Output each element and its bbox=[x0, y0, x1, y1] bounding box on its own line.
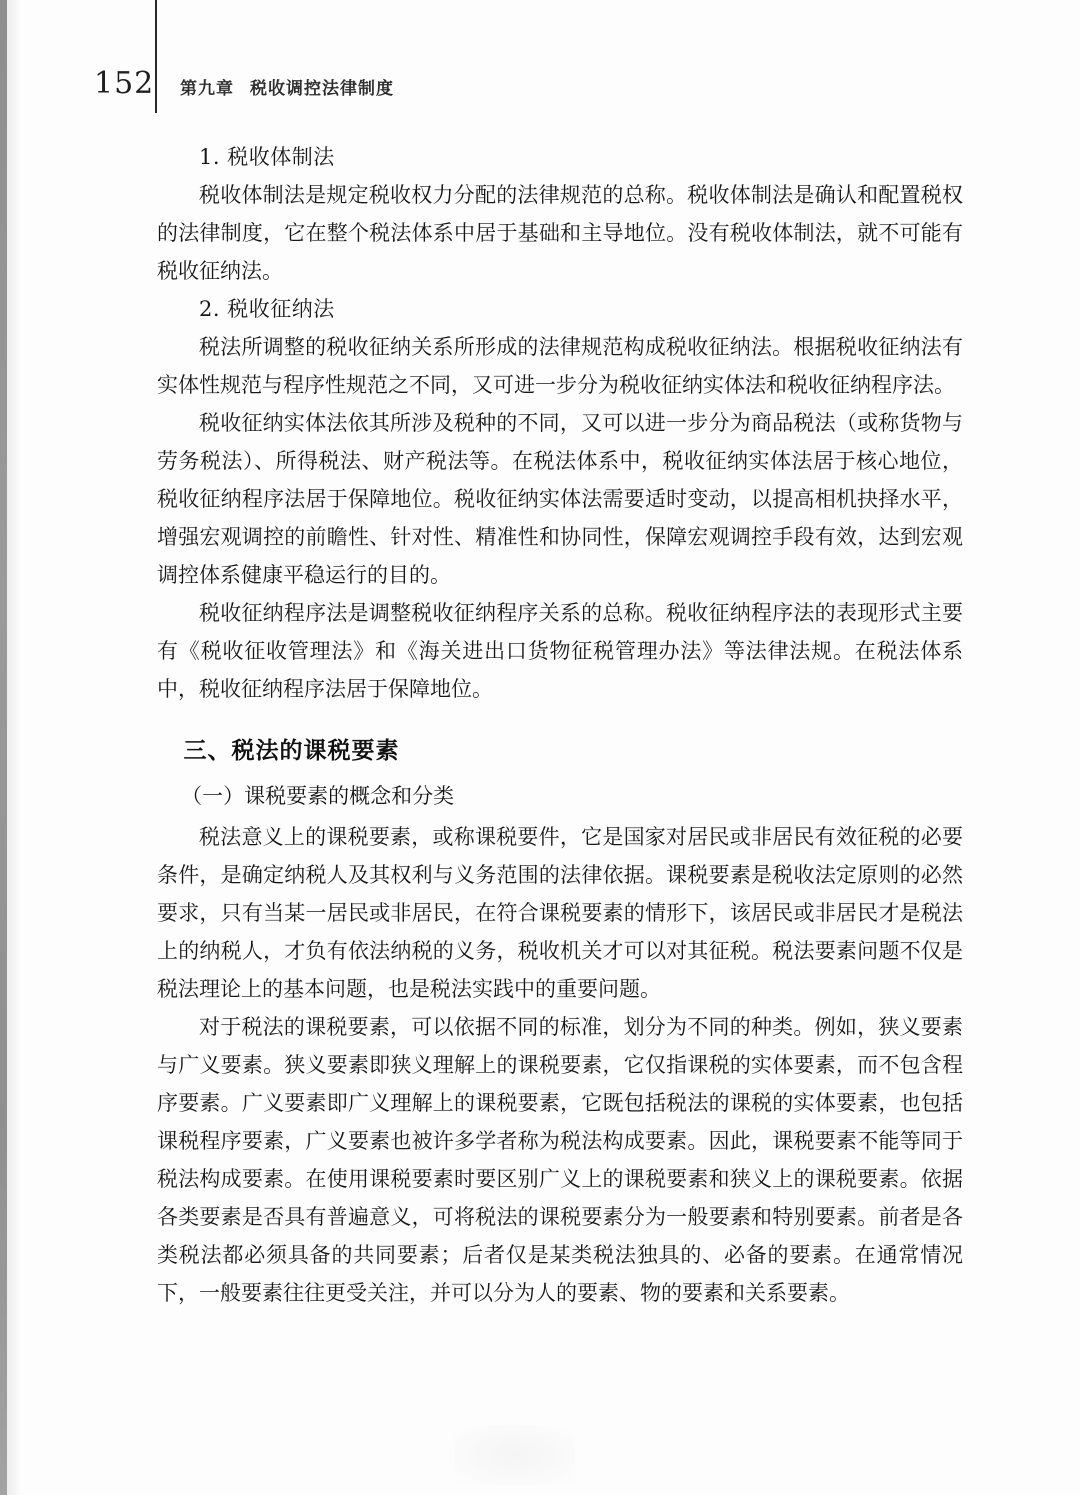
body-paragraph: 税收征纳实体法依其所涉及税种的不同，又可以进一步分为商品税法（或称货物与劳务税法）、所得税法、财产税法等。在税法体系中，税收征纳实体法居于核心地位，税收征纳程序法居于保障地位。税收征纳实体法需要适时变动，以提高相机抉择水平，增强宏观调控的前瞻性、针对性、精准性和协同性，保障宏观调控手段有效，达到宏观调控体系健康平稳运行的目的。 bbox=[157, 411, 963, 587]
body-paragraph: 税法所调整的税收征纳关系所形成的法律规范构成税收征纳法。根据税收征纳法有实体性规范与程序性规范之不同，又可进一步分为税收征纳实体法和税收征纳程序法。 bbox=[157, 335, 963, 397]
section-heading: 三、税法的课税要素 bbox=[183, 738, 400, 764]
body-paragraph: 税收体制法是规定税收权力分配的法律规范的总称。税收体制法是确认和配置税权的法律制度，它在整个税法体系中居于基础和主导地位。没有税收体制法，就不可能有税收征纳法。 bbox=[157, 183, 963, 283]
body-paragraph: 税法意义上的课税要素，或称课税要件，它是国家对居民或非居民有效征税的必要条件，是确定纳税人及其权利与义务范围的法律依据。课税要素是税收法定原则的必然要求，只有当某一居民或非居民，在符合课税要素的情形下，该居民或非居民才是税法上的纳税人，才负有依法纳税的义务，税收机关才可以对其征税。税法要素问题不仅是税法理论上的基本问题，也是税法实践中的重要问题。 bbox=[157, 825, 963, 1001]
header-divider-rule bbox=[155, 0, 157, 113]
running-head-title: 税收调控法律制度 bbox=[250, 79, 394, 99]
running-head-chapter: 第九章 bbox=[180, 79, 234, 99]
numbered-subheading: 1. 税收体制法 bbox=[199, 145, 335, 169]
body-paragraph: 对于税法的课税要素，可以依据不同的标准，划分为不同的种类。例如，狭义要素与广义要素。狭义要素即狭义理解上的课税要素，它仅指课税的实体要素，而不包含程序要素。广义要素即广义理解上的课税要素，它既包括税法的课税的实体要素，也包括课税程序要素，广义要素也被许多学者称为税法构成要素。因此，课税要素不能等同于税法构成要素。在使用课税要素时要区别广义上的课税要素和狭义上的课税要素。依据各类要素是否具有普遍意义，可将税法的课税要素分为一般要素和特别要素。前者是各类税法都必须具备的共同要素；后者仅是某类税法独具的、必备的要素。在通常情况下，一般要素往往更受关注，并可以分为人的要素、物的要素和关系要素。 bbox=[157, 1015, 963, 1305]
italic-subheading: （一）课税要素的概念和分类 bbox=[181, 784, 455, 808]
page-header bbox=[0, 0, 1080, 130]
body-paragraph: 税收征纳程序法是调整税收征纳程序关系的总称。税收征纳程序法的表现形式主要有《税收征收管理法》和《海关进出口货物征税管理办法》等法律法规。在税法体系中，税收征纳程序法居于保障地位。 bbox=[157, 601, 963, 701]
page-body bbox=[157, 138, 963, 1312]
page-number: 152 bbox=[94, 66, 155, 101]
scan-smudge bbox=[455, 1425, 575, 1485]
scan-page-edge bbox=[0, 0, 7, 1495]
numbered-subheading: 2. 税收征纳法 bbox=[199, 297, 335, 321]
running-head bbox=[180, 74, 394, 99]
scan-page-edge-shadow bbox=[7, 0, 21, 1495]
